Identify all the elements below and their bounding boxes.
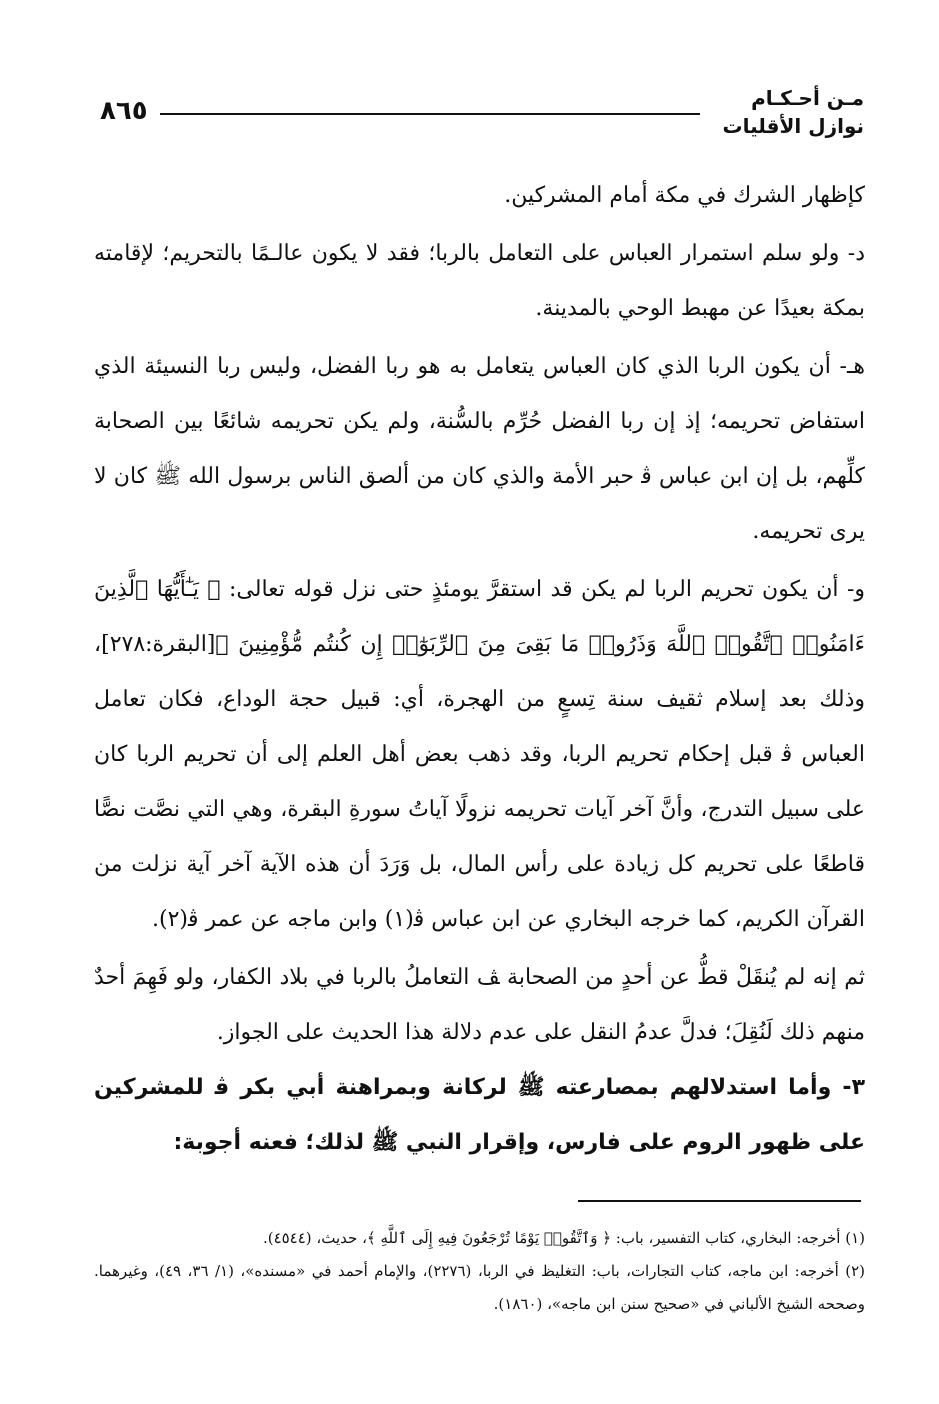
footnote: (٢) أخرجه: ابن ماجه، كتاب التجارات، باب: التغليظ في الربا، (٢٢٧٦)، والإمام أحمد في «مسنده»، (١/ ٣٦، ٤٩)، وغيرهما. وصححه الشيخ الألباني في «صحيح سنن ابن ماجه»، (١٨٦٠). <box>94 1262 865 1313</box>
paragraph: هـ- أن يكون الربا الذي كان العباس يتعامل به هو ربا الفضل، وليس ربا النسيئة الذي استفاض تحريمه؛ إذ إن ربا الفضل حُرِّم بالسُّنة، ولم يكن تحريمه شائعًا بين الصحابة كلِّهم، بل إن ابن عباس ﭬ حبر الأمة والذي كان من ألصق الناس برسول الله ﷺ كان لا يرى تحريمه. <box>94 354 865 544</box>
footnotes <box>94 1222 865 1321</box>
footnote-rule <box>578 1200 861 1202</box>
book-title-line2: نوازل الأقليات <box>722 114 864 138</box>
page-number: ٨٦٥ <box>100 96 148 126</box>
book-title-line1: مـن أحـكـام <box>751 86 864 110</box>
paragraph: و- أن يكون تحريم الربا لم يكن قد استقرَّ يومئذٍ حتى نزل قوله تعالى: ﴿ يَـٰٓأَيُّهَا ٱلَّذِينَ ءَامَنُوا۟ ٱتَّقُوا۟ ٱللَّهَ وَذَرُوا۟ مَا بَقِىَ مِنَ ٱلرِّبَوٰٓا۟ إِن كُنتُم مُّؤْمِنِينَ ﴾[البقرة:٢٧٨]، وذلك بعد إسلام ثقيف سنة تِسعٍ من الهجرة، أي: قبيل حجة الوداع، فكان تعامل العباس ﭬ قبل إحكام تحريم الربا، وقد ذهب بعض أهل العلم إلى أن تحريم الربا كان على سبيل التدرج، وأنَّ آخر آيات تحريمه نزولًا آياتُ سورةِ البقرة، وهي التي نصَّت نصًّا قاطعًا على تحريم كل زيادة على رأس المال، بل وَرَدَ أن هذه الآية آخر آية نزلت من القرآن الكريم، كما خرجه البخاري عن ابن عباس ﭬ(١) وابن ماجه عن عمر ﭬ(٢). <box>94 577 865 932</box>
paragraph: د- ولو سلم استمرار العباس على التعامل بالربا؛ فقد لا يكون عالـمًا بالتحريم؛ لإقامته بمكة بعيدًا عن مهبط الوحي بالمدينة. <box>94 241 865 321</box>
paragraph: ثم إنه لم يُنقَلْ قطُّ عن أحدٍ من الصحابة ﭫ التعاملُ بالربا في بلاد الكفار، ولو فَهِمَ أحدٌ منهم ذلك لَنُقِلَ؛ فدلَّ عدمُ النقل على عدم دلالة هذا الحديث على الجواز. <box>94 965 865 1045</box>
book-title <box>722 84 864 140</box>
main-text <box>94 168 865 1170</box>
footnote: (١) أخرجه: البخاري، كتاب التفسير، باب: ﴿ وَٱتَّقُوا۟ يَوْمًا تُرْجَعُونَ فِيهِ إِلَى ٱللَّهِ ﴾، حديث، (٤٥٤٤). <box>262 1229 865 1247</box>
header-rule <box>160 113 700 115</box>
section-heading: ٣- وأما استدلالهم بمصارعته ﷺ لركانة وبمراهنة أبي بكر ﭬ للمشركين على ظهور الروم على فارس، وإقرار النبي ﷺ لذلك؛ فعنه أجوبة: <box>94 1075 865 1155</box>
paragraph: كإظهار الشرك في مكة أمام المشركين. <box>504 183 865 208</box>
page-header <box>100 84 864 144</box>
